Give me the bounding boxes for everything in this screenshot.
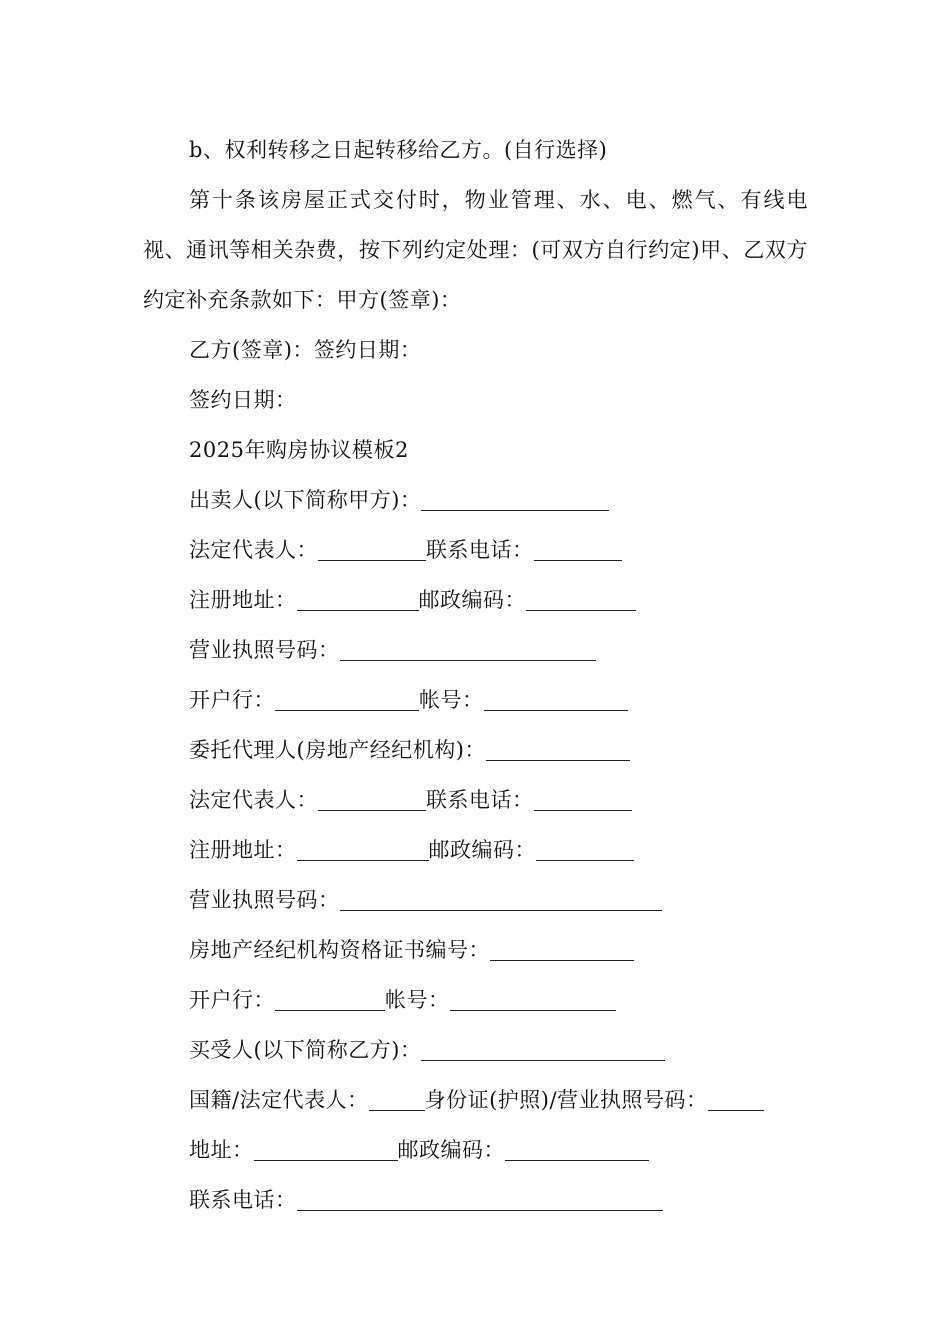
legal-rep-label: 法定代表人： — [189, 538, 318, 562]
bank-blank — [275, 988, 385, 1011]
nationality-blank — [369, 1088, 425, 1111]
phone-label: 联系电话： — [426, 538, 534, 562]
legal-rep-blank — [318, 788, 426, 811]
form-line — [189, 975, 616, 1025]
seller-blank — [421, 488, 609, 511]
account-blank — [450, 988, 616, 1011]
form-line — [189, 725, 630, 775]
form-line — [189, 925, 634, 975]
clause-b-text: b、权利转移之日起转移给乙方。(自行选择) — [189, 138, 608, 162]
form-line — [189, 775, 632, 825]
nationality-label: 国籍/法定代表人： — [189, 1088, 369, 1112]
id-number-label: 身份证(护照)/营业执照号码： — [424, 1088, 708, 1112]
reg-address-blank — [297, 588, 419, 611]
text-line — [189, 325, 421, 375]
form-line — [189, 575, 636, 625]
text-line — [189, 375, 297, 425]
legal-rep-label: 法定代表人： — [189, 788, 318, 812]
form-line — [189, 475, 609, 525]
phone-blank — [534, 788, 632, 811]
party-b-signature-label: 乙方(签章)：签约日期： — [189, 338, 422, 362]
legal-rep-blank — [318, 538, 426, 561]
reg-address-blank — [297, 838, 429, 861]
form-line — [189, 825, 634, 875]
account-label: 帐号： — [419, 688, 484, 712]
address-blank — [254, 1138, 398, 1161]
reg-address-label: 注册地址： — [189, 588, 297, 612]
form-line — [189, 625, 596, 675]
cert-number-blank — [490, 938, 634, 961]
account-blank — [484, 688, 628, 711]
phone-label: 联系电话： — [189, 1188, 297, 1212]
license-blank — [340, 638, 596, 661]
form-line — [189, 1125, 649, 1175]
cert-number-label: 房地产经纪机构资格证书编号： — [189, 938, 490, 962]
clause-10-paragraph: 第十条该房屋正式交付时，物业管理、水、电、燃气、有线电视、通讯等相关杂费，按下列约定处理：(可双方自行约定)甲、乙双方约定补充条款如下：甲方(签章)： — [143, 188, 808, 312]
text-line — [189, 125, 607, 175]
phone-blank — [297, 1188, 663, 1211]
license-label: 营业执照号码： — [189, 888, 340, 912]
bank-blank — [275, 688, 419, 711]
license-blank — [340, 888, 662, 911]
template-title: 2025年购房协议模板2 — [189, 438, 409, 462]
postcode-blank — [505, 1138, 649, 1161]
buyer-blank — [421, 1038, 665, 1061]
form-line — [189, 1175, 663, 1225]
account-label: 帐号： — [385, 988, 450, 1012]
section-title — [189, 425, 409, 475]
form-line — [189, 675, 628, 725]
seller-label: 出卖人(以下简称甲方)： — [189, 488, 422, 512]
postcode-blank — [536, 838, 634, 861]
postcode-label: 邮政编码： — [428, 838, 536, 862]
postcode-blank — [526, 588, 636, 611]
bank-label: 开户行： — [189, 988, 275, 1012]
postcode-label: 邮政编码： — [397, 1138, 505, 1162]
address-label: 地址： — [189, 1138, 254, 1162]
reg-address-label: 注册地址： — [189, 838, 297, 862]
buyer-label: 买受人(以下简称乙方)： — [189, 1038, 422, 1062]
form-line — [189, 1025, 665, 1075]
bank-label: 开户行： — [189, 688, 275, 712]
form-line — [189, 875, 662, 925]
postcode-label: 邮政编码： — [418, 588, 526, 612]
form-line — [189, 1075, 764, 1125]
phone-blank — [534, 538, 622, 561]
phone-label: 联系电话： — [426, 788, 534, 812]
license-label: 营业执照号码： — [189, 638, 340, 662]
form-line — [189, 525, 622, 575]
signing-date-label: 签约日期： — [189, 388, 297, 412]
id-number-blank — [708, 1088, 764, 1111]
agent-blank — [486, 738, 630, 761]
agent-label: 委托代理人(房地产经纪机构)： — [189, 738, 486, 762]
